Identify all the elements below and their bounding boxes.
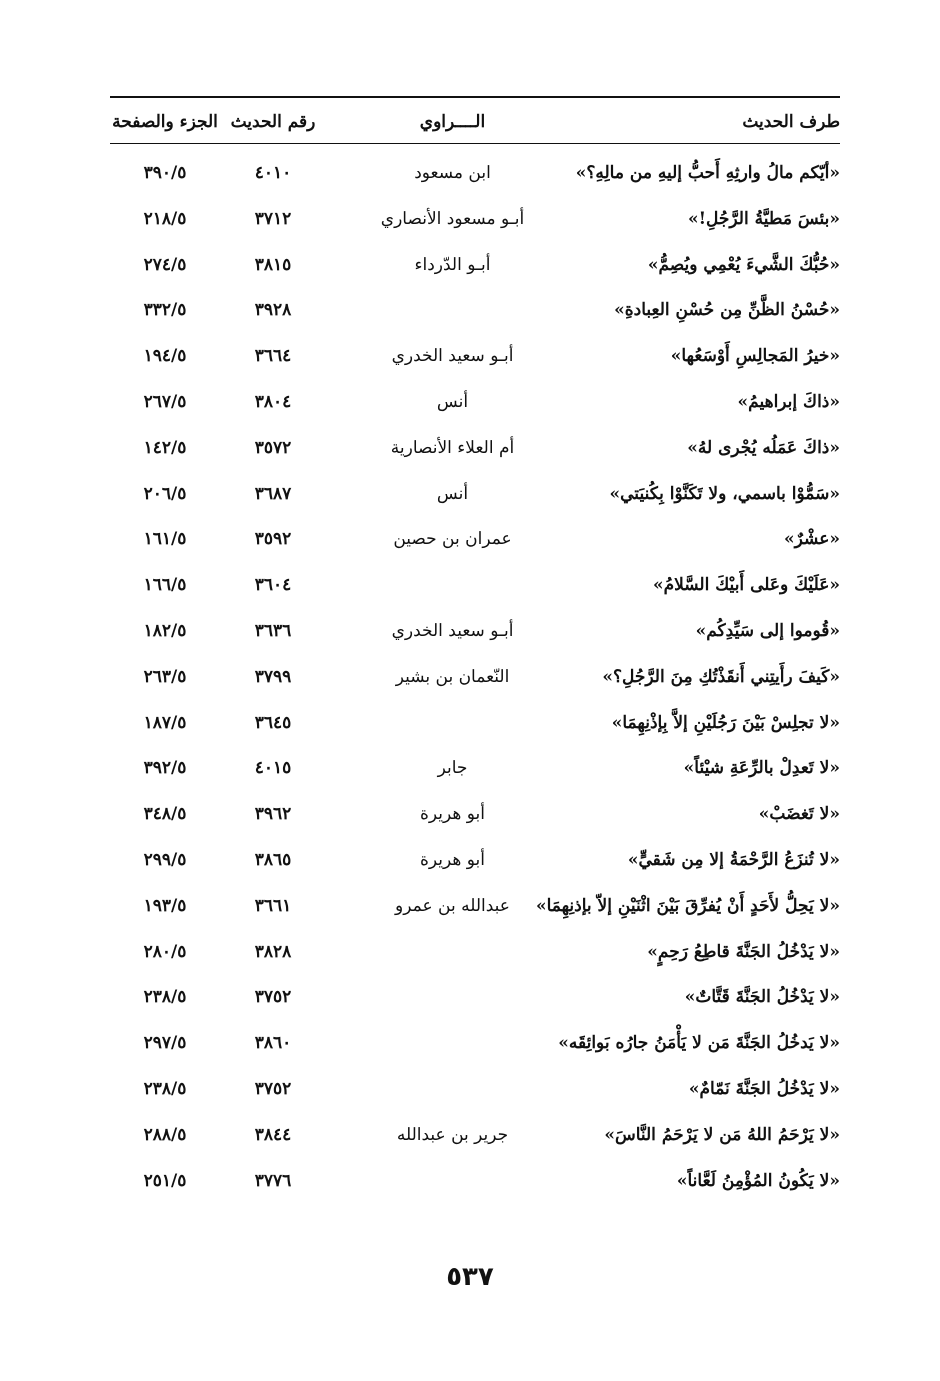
page-number: ٥٣٧: [446, 1262, 494, 1292]
hadith-text: «لا يَرْحَمُ اللهُ مَن لا يَرْحَمُ النَّاسَ»: [604, 1124, 840, 1145]
hadith-number: ٣٧٥٢: [254, 1078, 292, 1099]
hadith-text: «حُسْنُ الظَّنِّ مِن حُسْنِ العِبادةِ»: [614, 300, 840, 321]
hadith-number: ٣٧٧٦: [254, 1170, 292, 1191]
volume-page-ref: ١٩٣/٥: [143, 895, 187, 916]
header-number: رقم الحديث: [230, 112, 316, 132]
table-row: [110, 931, 840, 977]
table-row: [110, 473, 840, 519]
hadith-text: «لا يَدْخُلُ الجَنَّةَ قاطِعُ رَحِمٍ»: [647, 941, 840, 962]
hadith-text: «لا تَغضَبْ»: [758, 804, 840, 825]
hadith-number: ٣٦٠٤: [254, 575, 292, 596]
narrator-text: ابن مسعود: [414, 163, 491, 183]
table-row: [110, 1068, 840, 1114]
narrator-text: أنس: [436, 483, 469, 504]
narrator-text: النّعمان بن بشير: [395, 666, 510, 687]
hadith-number: ٣٧١٢: [254, 208, 292, 229]
table-header: [110, 104, 840, 140]
table-row: [110, 976, 840, 1022]
table-row: [110, 1114, 840, 1160]
top-rule: [110, 96, 840, 98]
hadith-text: «بئسَ مَطيَّةُ الرَّجُلِ!»: [687, 208, 840, 229]
volume-page-ref: ٢٣٨/٥: [143, 1078, 187, 1099]
narrator-text: جرير بن عبدالله: [396, 1124, 509, 1145]
hadith-text: «لا تُنزَعُ الرَّحْمَةُ إلا مِن شَقيٍّ»: [627, 849, 840, 870]
volume-page-ref: ١٤٢/٥: [143, 437, 187, 458]
hadith-number: ٣٨٦٥: [254, 849, 292, 870]
header-hadith: طرف الحديث: [742, 112, 840, 132]
hadith-text: «لا يَدْخُلُ الجَنَّةَ نَمّامٌ»: [688, 1078, 840, 1099]
hadith-number: ٣٨٤٤: [254, 1124, 292, 1145]
table-row: [110, 335, 840, 381]
hadith-text: «عَلَيْكَ وعَلى أَبيْكَ السَّلامُ»: [652, 575, 840, 596]
narrator-text: أبو هريرة: [419, 804, 485, 825]
narrator-text: أبـو الدّرداء: [414, 254, 491, 275]
hadith-number: ٣٩٢٨: [254, 300, 292, 321]
volume-page-ref: ٢١٨/٥: [143, 208, 187, 229]
table-row: [110, 610, 840, 656]
hadith-number: ٣٩٦٢: [254, 804, 292, 825]
volume-page-ref: ٢٦٧/٥: [143, 391, 187, 412]
narrator-text: أبـو سعيد الخدري: [391, 346, 514, 367]
volume-page-ref: ٢٣٨/٥: [143, 987, 187, 1008]
volume-page-ref: ١٨٧/٥: [143, 712, 187, 733]
table-row: [110, 839, 840, 885]
table-row: [110, 152, 840, 198]
narrator-text: جابر: [437, 758, 468, 779]
volume-page-ref: ٢٧٤/٥: [143, 254, 187, 275]
hadith-text: «كَيفَ رأَيتِني أَنقَذْتُكِ مِنَ الرَّجُلِ؟»: [602, 666, 840, 687]
volume-page-ref: ٢٨٨/٥: [143, 1124, 187, 1145]
table-row: [110, 564, 840, 610]
table-row: [110, 244, 840, 290]
volume-page-ref: ٢٥١/٥: [143, 1170, 187, 1191]
table-row: [110, 427, 840, 473]
volume-page-ref: ٣٩٢/٥: [143, 758, 187, 779]
narrator-text: أبـو مسعود الأنصاري: [380, 208, 525, 229]
hadith-number: ٣٧٥٢: [254, 987, 292, 1008]
hadith-number: ٣٨٢٨: [254, 941, 292, 962]
table-row: [110, 198, 840, 244]
hadith-number: ٣٨٦٠: [254, 1033, 292, 1054]
hadith-text: «لا يَدخُلُ الجَنَّةَ مَن لا يَأْمَنُ جارُه بَوائِقَه»: [558, 1033, 840, 1054]
hadith-number: ٣٥٧٢: [254, 437, 292, 458]
hadith-text: «لا تجلِسْ بَيْنَ رَجُلَيْنِ إلاَّ بِإذْنِهِمَا»: [611, 712, 840, 733]
narrator-text: أبـو سعيد الخدري: [391, 620, 514, 641]
hadith-number: ٤٠١٠: [254, 163, 292, 183]
hadith-number: ٤٠١٥: [254, 758, 292, 779]
hadith-text: «لا يَكُونُ المُؤْمِنُ لَعَّاناً»: [676, 1170, 840, 1191]
narrator-text: أبو هريرة: [419, 849, 485, 870]
volume-page-ref: ٣٩٠/٥: [143, 163, 187, 183]
volume-page-ref: ٣٣٢/٥: [143, 300, 187, 321]
table-row: [110, 747, 840, 793]
hadith-number: ٣٦٤٥: [254, 712, 292, 733]
header-ref: الجزء والصفحة: [112, 112, 218, 132]
table-body: [110, 152, 840, 1212]
hadith-text: «لا يَدْخُلُ الجَنَّةَ قَتَّاتٌ»: [684, 987, 840, 1008]
hadith-text: «سَمُّوْا باسمي، ولا تَكَنَّوْا بِكُنيَتي»: [609, 483, 840, 504]
hadith-number: ٣٦٨٧: [254, 483, 292, 504]
narrator-text: أم العلاء الأنصارية: [390, 437, 515, 458]
table-row: [110, 1160, 840, 1206]
volume-page-ref: ٢٠٦/٥: [143, 483, 187, 504]
table-row: [110, 381, 840, 427]
hadith-text: «حُبُّكَ الشَّيءَ يُعْمِي ويُصِمُّ»: [647, 254, 840, 275]
hadith-number: ٣٦٦٤: [254, 346, 292, 367]
hadith-number: ٣٨٠٤: [254, 391, 292, 412]
volume-page-ref: ٢٨٠/٥: [143, 941, 187, 962]
volume-page-ref: ١٨٢/٥: [143, 620, 187, 641]
table-row: [110, 518, 840, 564]
hadith-text: «ذاكَ إبراهيمُ»: [737, 391, 840, 412]
hadith-text: «لا تَعدِلْ بالرِّعَةِ شيْئاً»: [683, 758, 840, 779]
hadith-number: ٣٨١٥: [254, 254, 292, 275]
volume-page-ref: ٢٩٩/٥: [143, 849, 187, 870]
hadith-text: «خيرُ المَجالِسِ أَوْسَعُها»: [670, 346, 840, 367]
hadith-text: «ذاكَ عَمَلُه يُجْرى لهُ»: [687, 437, 840, 458]
table-row: [110, 793, 840, 839]
header-rule: [110, 143, 840, 144]
header-narrator: الــــراوي: [419, 112, 486, 132]
volume-page-ref: ١٩٤/٥: [143, 346, 187, 367]
table-row: [110, 1022, 840, 1068]
hadith-number: ٣٥٩٢: [254, 529, 292, 550]
table-row: [110, 885, 840, 931]
volume-page-ref: ٢٦٣/٥: [143, 666, 187, 687]
volume-page-ref: ٣٤٨/٥: [143, 804, 187, 825]
table-row: [110, 702, 840, 748]
volume-page-ref: ٢٩٧/٥: [143, 1033, 187, 1054]
table-row: [110, 656, 840, 702]
hadith-number: ٣٦٦١: [254, 895, 292, 916]
table-row: [110, 289, 840, 335]
volume-page-ref: ١٦١/٥: [143, 529, 187, 550]
hadith-text: «قُوموا إلى سَيِّدِكُم»: [695, 620, 840, 641]
hadith-number: ٣٧٩٩: [254, 666, 292, 687]
hadith-number: ٣٦٣٦: [254, 620, 292, 641]
narrator-text: عبدالله بن عمرو: [395, 895, 510, 916]
volume-page-ref: ١٦٦/٥: [143, 575, 187, 596]
hadith-text: «عشْرٌ»: [784, 529, 840, 550]
hadith-text: «لا يَحِلُّ لأَحَدٍ أَنْ يُفرِّقَ بَيْنَ اثْنَيْنِ إلاّ بإذنِهِمَا»: [535, 895, 840, 916]
narrator-text: عمران بن حصين: [393, 529, 512, 550]
narrator-text: أنس: [436, 391, 469, 412]
hadith-text: «أيّكم مالُ وارثِهِ أَحبُّ إليهِ من مالِهِ؟»: [575, 163, 840, 183]
